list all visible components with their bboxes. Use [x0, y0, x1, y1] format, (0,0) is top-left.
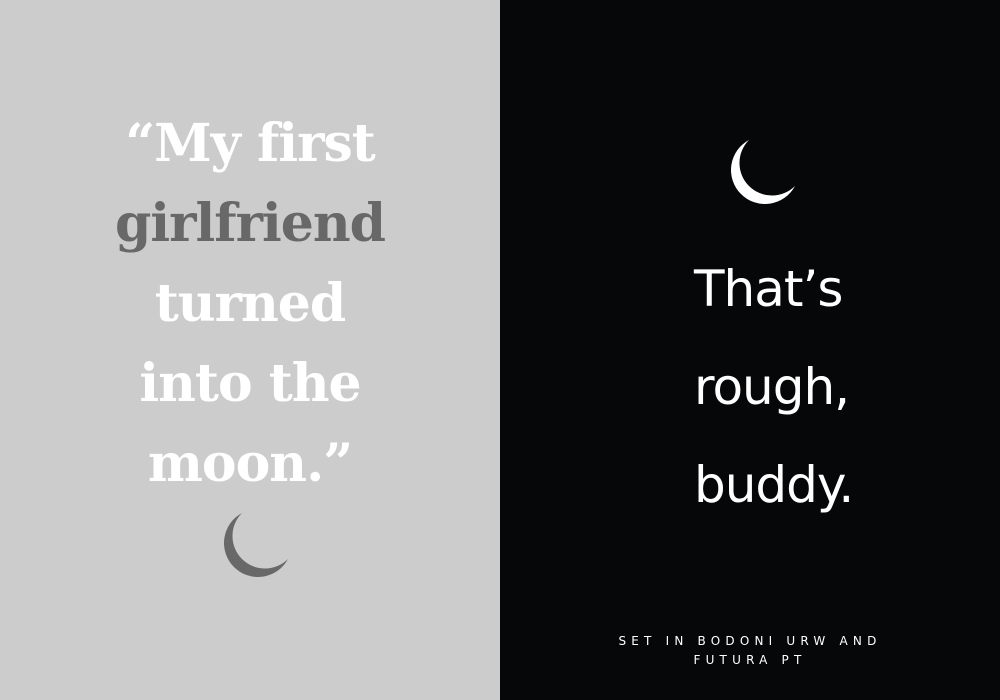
font-credit-line-1: SET IN BODONI URW AND: [618, 634, 882, 648]
quote-line-2: girlfriend: [114, 193, 386, 254]
reply-line-2: rough,: [694, 358, 850, 416]
quote-line-5: moon.”: [147, 433, 353, 494]
quote-text: [0, 104, 500, 504]
crescent-moon-icon: [725, 138, 797, 210]
font-credit: [555, 632, 945, 670]
reply-text: [694, 240, 853, 534]
quote-line-4: into the: [139, 353, 361, 414]
quote-line-1: “My first: [125, 113, 375, 174]
quote-line-3: turned: [154, 273, 346, 334]
crescent-moon-icon: [218, 511, 290, 583]
reply-line-3: buddy.: [694, 456, 854, 514]
reply-line-1: That’s: [694, 260, 843, 318]
font-credit-line-2: FUTURA PT: [693, 653, 807, 667]
